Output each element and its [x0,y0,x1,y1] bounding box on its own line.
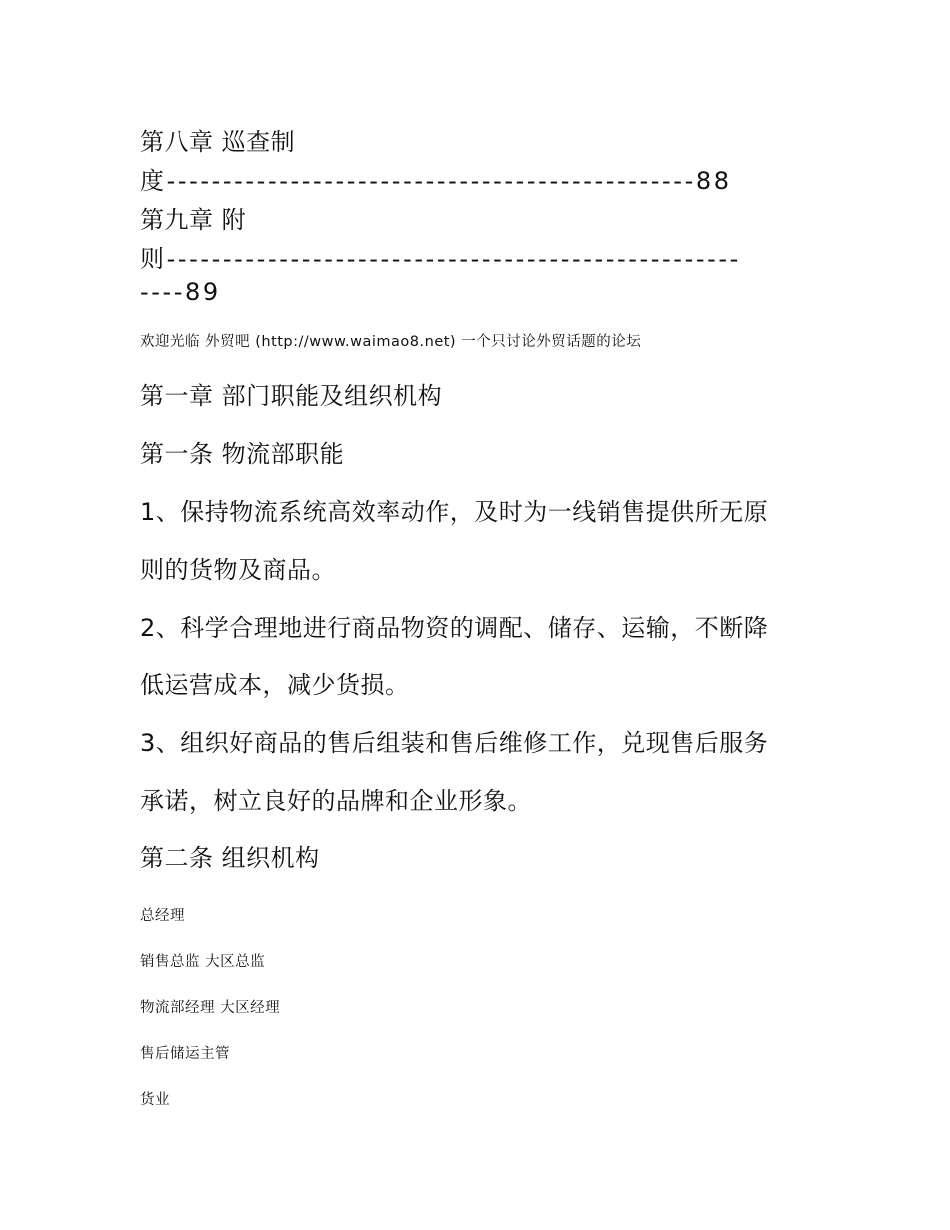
article-2-title: 第二条 组织机构 [140,844,320,872]
toc-chapter-9-page: ----89 [140,278,221,306]
item-3-line-1: 3、组织好商品的售后组装和售后维修工作，兑现售后服务 [140,729,769,757]
forum-banner: 欢迎光临 外贸吧 (http://www.waimao8.net) 一个只讨论外贸话题的论坛 [140,334,642,350]
org-row-after-sales-supervisor: 售后储运主管 [140,1046,230,1062]
chapter-1-title: 第一章 部门职能及组织机构 [140,382,443,410]
item-2-line-1: 2、科学合理地进行商品物资的调配、储存、运输，不断降 [140,614,769,642]
item-1-line-1: 1、保持物流系统高效率动作，及时为一线销售提供所无原 [140,498,769,526]
toc-chapter-9-leader: 则--------------------------------------------------- [140,245,741,273]
toc-chapter-8-leader: 度-----------------------------------------------88 [140,167,732,195]
org-row-general-manager: 总经理 [140,908,185,924]
item-3-line-2: 承诺，树立良好的品牌和企业形象。 [140,787,532,815]
toc-chapter-9-title: 第九章 附 [140,206,247,234]
item-1-line-2: 则的货物及商品。 [140,556,336,584]
org-row-sales-directors: 销售总监 大区总监 [140,954,266,970]
toc-chapter-8-title: 第八章 巡查制 [140,128,296,156]
article-1-title: 第一条 物流部职能 [140,440,345,468]
org-row-goods: 货业 [140,1092,170,1108]
item-2-line-2: 低运营成本，减少货损。 [140,671,410,699]
org-row-logistics-managers: 物流部经理 大区经理 [140,1000,281,1016]
